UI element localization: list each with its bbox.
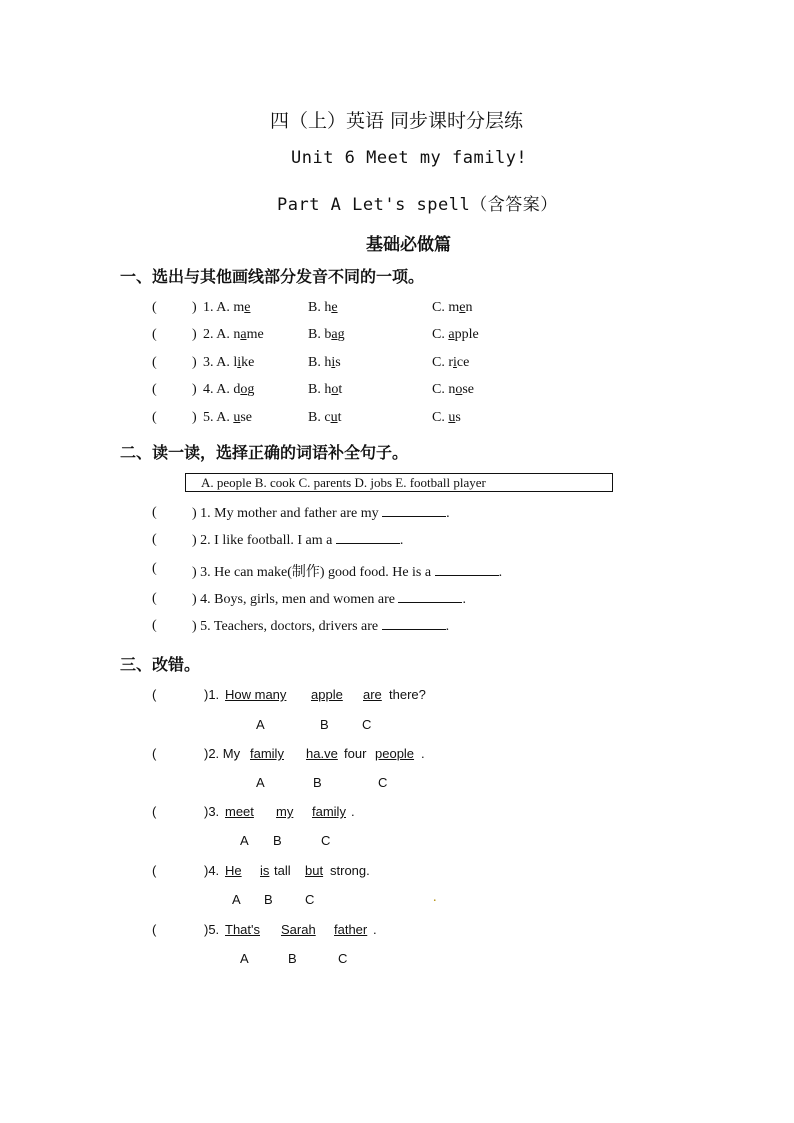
error-candidate-w1[interactable]: meet (225, 804, 254, 819)
option-a[interactable]: 3. A. like (203, 355, 255, 370)
sentence-part: . (421, 746, 425, 761)
unit-title: Unit 6 Meet my family! (291, 148, 528, 168)
option-c[interactable]: C. nose (432, 382, 475, 397)
answer-paren-open[interactable]: ( (152, 746, 157, 761)
question-number: )1. (204, 687, 220, 702)
option-c-word: rice (448, 355, 470, 370)
section1-heading: 一、选出与其他画线部分发音不同的一项。 (120, 267, 425, 286)
option-a-word: name (233, 327, 264, 342)
answer-paren-open[interactable]: ( (152, 532, 157, 547)
option-a-word-sound: o (240, 382, 248, 397)
option-b-word-sound: u (330, 410, 338, 425)
answer-blank[interactable] (435, 564, 499, 576)
option-a[interactable]: 2. A. name (203, 327, 264, 342)
option-b-word-sound: o (331, 382, 339, 397)
choice-letter-a: A (256, 717, 265, 732)
answer-paren-open[interactable]: ( (152, 687, 157, 702)
question-number: )5. (204, 922, 220, 937)
option-c[interactable]: C. apple (432, 327, 479, 342)
sentence-part: tall (274, 863, 291, 878)
option-a-word: me (233, 300, 251, 315)
option-c-word: us (448, 410, 461, 425)
choice-letter-b: B (288, 951, 297, 966)
sentence-end: . (498, 565, 503, 580)
sentence-part: strong. (330, 863, 370, 878)
answer-paren-open[interactable]: ( (152, 804, 157, 819)
answer-paren-open[interactable]: ( (152, 922, 157, 937)
choice-letter-b: B (264, 892, 273, 907)
error-candidate-w1[interactable]: That's (225, 922, 260, 937)
error-candidate-w2[interactable]: apple (311, 687, 343, 702)
option-b-word-sound: i (331, 355, 336, 370)
answer-paren-open[interactable]: ( (152, 410, 157, 425)
sentence-text: ) 3. He can make(制作) good food. He is a (192, 565, 435, 580)
choice-letter-c: C (321, 833, 331, 848)
option-a[interactable]: 1. A. me (203, 300, 251, 315)
answer-paren-open[interactable]: ( (152, 327, 157, 342)
option-a-word: like (233, 355, 255, 370)
option-b-word-sound: a (331, 327, 338, 342)
option-c[interactable]: C. men (432, 300, 473, 315)
sentence-part: . (351, 804, 355, 819)
choice-letter-c: C (338, 951, 348, 966)
option-a[interactable]: 4. A. dog (203, 382, 255, 397)
error-candidate-w3[interactable]: family (312, 804, 346, 819)
answer-blank[interactable] (382, 505, 446, 517)
word-bank-box (185, 473, 613, 492)
word-bank-text: A. people B. cook C. parents D. jobs E. football player (201, 475, 486, 490)
option-a-word-sound: u (233, 410, 241, 425)
option-a-word-sound: e (244, 300, 251, 315)
sentence-text: ) 1. My mother and father are my (192, 506, 383, 521)
answer-paren-open[interactable]: ( (152, 618, 157, 633)
worksheet-title: 四（上）英语 同步课时分层练 (270, 110, 524, 132)
choice-letter-c: C (378, 775, 388, 790)
option-a[interactable]: 5. A. use (203, 410, 253, 425)
option-b-word: bag (324, 327, 345, 342)
fill-sentence (192, 505, 450, 522)
sentence-part: there? (389, 687, 426, 702)
fill-sentence (192, 591, 466, 608)
question-number: )2. My (204, 746, 241, 761)
option-b-word: he (324, 300, 338, 315)
question-number: )3. (204, 804, 220, 819)
answer-paren-close: ) (192, 382, 197, 397)
option-c-word: men (448, 300, 473, 315)
question-number: )4. (204, 863, 220, 878)
choice-letter-b: B (313, 775, 322, 790)
choice-letter-c: C (362, 717, 372, 732)
answer-paren-open[interactable]: ( (152, 561, 157, 576)
answer-paren-close: ) (192, 327, 197, 342)
answer-paren-open[interactable]: ( (152, 863, 157, 878)
option-c-word: nose (448, 382, 475, 397)
answer-paren-close: ) (192, 355, 197, 370)
answer-blank[interactable] (382, 618, 446, 630)
option-c-word-sound: a (448, 327, 455, 342)
option-c[interactable]: C. us (432, 410, 461, 425)
sentence-part: four (344, 746, 367, 761)
choice-letter-c: C (305, 892, 315, 907)
sentence-text: ) 2. I like football. I am a (192, 533, 336, 548)
answer-paren-open[interactable]: ( (152, 591, 157, 606)
choice-letter-b: B (273, 833, 282, 848)
option-b[interactable]: B. cut (308, 410, 342, 425)
choice-letter-a: A (256, 775, 265, 790)
option-c-word-sound: o (455, 382, 463, 397)
answer-blank[interactable] (398, 591, 462, 603)
sentence-text: ) 4. Boys, girls, men and women are (192, 592, 399, 607)
error-candidate-w2[interactable]: ha.ve (306, 746, 338, 761)
sentence-part: . (373, 922, 377, 937)
choice-letter-a: A (240, 833, 249, 848)
section3-heading: 三、改错。 (120, 655, 201, 674)
error-candidate-w3[interactable]: but (305, 863, 324, 878)
error-candidate-w1[interactable]: How many (225, 687, 287, 702)
sentence-end: . (445, 619, 450, 634)
answer-paren-close: ) (192, 410, 197, 425)
error-candidate-w3[interactable]: are (363, 687, 382, 702)
error-candidate-w1[interactable]: family (250, 746, 284, 761)
answer-paren-open[interactable]: ( (152, 505, 157, 520)
section-subtitle: 基础必做篇 (366, 235, 451, 255)
answer-blank[interactable] (336, 532, 400, 544)
choice-letter-a: A (240, 951, 249, 966)
answer-paren-close: ) (192, 300, 197, 315)
error-candidate-w3[interactable]: people (375, 746, 415, 761)
stray-dot: . (433, 890, 437, 905)
choice-letter-a: A (232, 892, 241, 907)
option-a-word: use (233, 410, 253, 425)
option-c-word-sound: u (448, 410, 456, 425)
fill-sentence (192, 561, 502, 581)
error-candidate-w2[interactable]: my (276, 804, 294, 819)
option-b[interactable]: B. he (308, 300, 338, 315)
choice-letter-b: B (320, 717, 329, 732)
error-candidate-w2[interactable]: Sarah (281, 922, 316, 937)
option-c[interactable]: C. rice (432, 355, 470, 370)
answer-paren-open[interactable]: ( (152, 300, 157, 315)
option-b-word: hot (324, 382, 343, 397)
option-c-word: apple (448, 327, 479, 342)
section2-heading: 二、读一读，选择正确的词语补全句子。 (120, 443, 409, 462)
option-c-word-sound: e (459, 300, 466, 315)
sentence-end: . (399, 533, 404, 548)
option-b[interactable]: B. hot (308, 382, 343, 397)
answer-paren-open[interactable]: ( (152, 355, 157, 370)
sentence-text: ) 5. Teachers, doctors, drivers are (192, 619, 382, 634)
answer-paren-open[interactable]: ( (152, 382, 157, 397)
option-a-word-sound: a (240, 327, 247, 342)
part-title: Part A Let's spell（含答案） (277, 195, 558, 215)
option-b[interactable]: B. his (308, 355, 341, 370)
option-b-word: cut (324, 410, 342, 425)
fill-sentence (192, 532, 403, 549)
error-candidate-w3[interactable]: father (334, 922, 368, 937)
option-b-word-sound: e (331, 300, 338, 315)
sentence-end: . (462, 592, 466, 607)
fill-sentence (192, 618, 449, 635)
error-candidate-w1[interactable]: He (225, 863, 242, 878)
option-c-word-sound: i (453, 355, 457, 370)
option-b[interactable]: B. bag (308, 327, 345, 342)
option-b-word: his (324, 355, 341, 370)
option-a-word-sound: i (237, 355, 242, 370)
option-a-word: dog (233, 382, 255, 397)
sentence-end: . (446, 506, 450, 521)
error-candidate-w2[interactable]: is (260, 863, 270, 878)
